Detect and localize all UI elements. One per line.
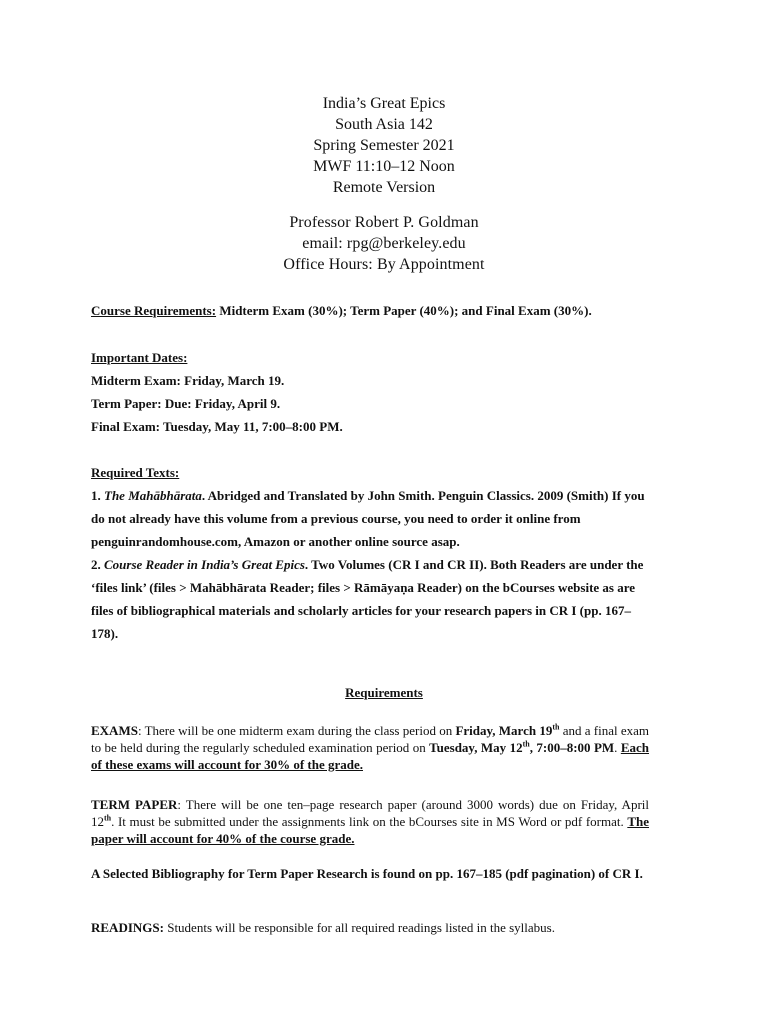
exams-text-1: : There will be one midterm exam during the class period on: [137, 723, 456, 738]
professor-block: [0, 212, 768, 275]
important-dates: [91, 346, 736, 438]
date-item-final: Final Exam: Tuesday, May 11, 7:00–8:00 PM.: [91, 419, 343, 434]
text-item-2-title: Course Reader in India’s Great Epics: [104, 557, 305, 572]
term-paper-label: TERM PAPER: [91, 797, 178, 812]
text-item-2-line-4: 178).: [91, 626, 119, 641]
text-item-1-rest: . Abridged and Translated by John Smith. Penguin Classics. 2009 (Smith) If you: [201, 488, 645, 503]
text-item-2-rest: . Two Volumes (CR I and CR II). Both Readers are under the: [304, 557, 644, 572]
term-paper-weight: The paper will account for 40% of the course grade.: [91, 814, 649, 846]
course-requirements: [91, 299, 736, 322]
course-title-block: [0, 93, 768, 198]
course-number: South Asia 142: [335, 116, 433, 133]
text-item-2-number: 2.: [91, 557, 104, 572]
exams-text-3: .: [614, 740, 621, 755]
exams-label: EXAMS: [91, 723, 138, 738]
professor-email: email: rpg@berkeley.edu: [302, 235, 466, 252]
course-requirements-text: Midterm Exam (30%); Term Paper (40%); and Final Exam (30%).: [216, 303, 592, 318]
midterm-date-suffix: th: [552, 722, 560, 732]
document-header: [0, 93, 768, 275]
date-item-term-paper: Term Paper: Due: Friday, April 9.: [91, 396, 281, 411]
readings-text: Students will be responsible for all required readings listed in the syllabus.: [163, 920, 555, 935]
date-item-midterm: Midterm Exam: Friday, March 19.: [91, 373, 285, 388]
text-item-1-number: 1.: [91, 488, 104, 503]
exams-paragraph: [91, 722, 649, 773]
meeting-time: MWF 11:10–12 Noon: [313, 158, 455, 175]
exams-text-2: and a final exam to be held during the regularly scheduled examination period on: [91, 723, 650, 755]
text-item-1-line-2: do not already have this volume from a previous course, you need to order it online from: [91, 511, 581, 526]
text-item-2-line-2: ‘files link’ (files > Mahābhārata Reader; files > Rāmāyaṇa Reader) on the bCourses website as are: [91, 580, 636, 595]
text-item-2-line-3: files of bibliographical materials and scholarly articles for your research papers in CR I (pp. 167–: [91, 603, 631, 618]
course-format: Remote Version: [332, 179, 436, 196]
bibliography-paragraph: A Selected Bibliography for Term Paper Research is found on pp. 167–185 (pdf pagination) of CR I.: [91, 866, 643, 881]
term-paper-text-1: : There will be one ten–page research paper (around 3000 words) due on Friday, April 12: [91, 797, 649, 829]
office-hours: Office Hours: By Appointment: [283, 256, 485, 273]
required-texts: [91, 461, 736, 645]
term-paper-date-suffix: th: [104, 813, 112, 823]
term-paper-paragraph: [91, 796, 649, 847]
final-time: , 7:00–8:00 PM: [529, 740, 615, 755]
important-dates-heading: Important Dates:: [91, 350, 188, 365]
text-item-1-line-3: penguinrandomhouse.com, Amazon or another online source asap.: [91, 534, 460, 549]
course-requirements-label: Course Requirements:: [91, 303, 217, 318]
readings-label: READINGS:: [91, 920, 164, 935]
text-item-1-line-1: [91, 484, 736, 507]
required-texts-heading: Required Texts:: [91, 465, 180, 480]
midterm-date: Friday, March 19: [455, 723, 553, 738]
term-paper-text-2: . It must be submitted under the assignments link on the bCourses site in MS Word or pdf format.: [111, 814, 628, 829]
final-date: Tuesday, May 12: [429, 740, 523, 755]
professor-name: Professor Robert P. Goldman: [289, 214, 479, 231]
course-title: India’s Great Epics: [322, 95, 446, 112]
exams-weight: Each of these exams will account for 30% of the grade.: [91, 740, 650, 772]
text-item-1-title: The Mahābhārata: [104, 488, 202, 503]
requirements-heading: Requirements: [345, 685, 423, 700]
semester: Spring Semester 2021: [313, 137, 455, 154]
readings-paragraph: [91, 919, 649, 936]
text-item-2-line-1: [91, 553, 736, 576]
final-date-suffix: th: [522, 739, 530, 749]
